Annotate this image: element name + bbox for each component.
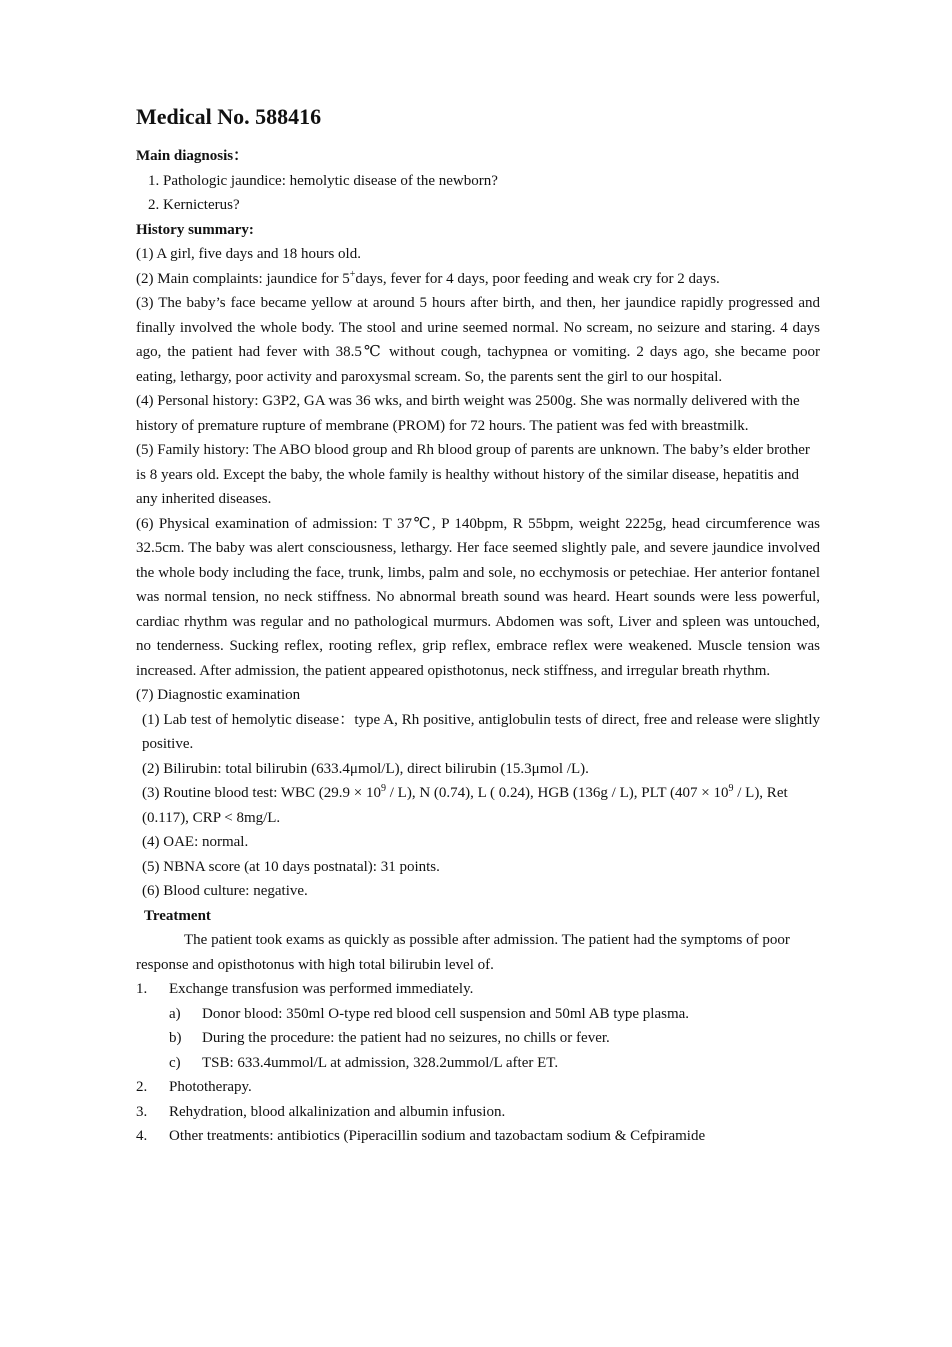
diagnostic-item-lab: (1) Lab test of hemolytic disease：type A, Rh positive, antiglobulin tests of direct, free and release were slightly positive.	[142, 711, 820, 752]
history-item-diagnostic-heading: (7) Diagnostic examination	[136, 687, 301, 703]
treatment-subitem-text: During the procedure: the patient had no seizures, no chills or fever.	[202, 1030, 610, 1046]
treatment-item	[136, 1100, 820, 1125]
diagnostic-item-bilirubin: (2) Bilirubin: total bilirubin (633.4μmol/L), direct bilirubin (15.3μmol /L).	[142, 760, 589, 777]
blood-test-text-c: / L), Ret (0.117), CRP < 8mg/L.	[142, 785, 788, 826]
diagnostic-item-oae: (4) OAE: normal.	[142, 834, 249, 850]
treatment-item-text: Other treatments: antibiotics (Piperacillin sodium and tazobactam sodium & Cefpiramide	[169, 1128, 706, 1144]
page-title: Medical No. 588416	[136, 104, 322, 129]
treatment-item-text: Phototherapy.	[169, 1079, 252, 1095]
blood-test-superscript: 9	[728, 783, 734, 794]
history-summary-heading: History summary:	[136, 221, 254, 238]
history-item-physical-exam: (6) Physical examination of admission: T 37℃, P 140bpm, R 55bpm, weight 2225g, head circumference was 32.5cm. The baby was alert consciousness, lethargy. Her face seemed slightly pale, and severe jaundice involved the whole body including the face, trunk, limbs, palm and sole, no ecchymosis or petechiae. Her anterior fontanel was normal tension, no neck stiffness. No abnormal breath sound was heard. Heart sounds were less powerful, cardiac rhythm was regular and no pathological murmurs. Abdomen was soft, Liver and spleen was untouched, no tenderness. Sucking reflex, rooting reflex, grip reflex, embrace reflex were weakened. Muscle tension was increased. After admission, the patient appeared opisthotonus, neck stiffness, and irregular breath rhythm.	[136, 515, 820, 679]
main-diagnosis-heading: Main diagnosis：	[136, 148, 249, 164]
complaints-text-a: (2) Main complaints: jaundice for 5	[136, 270, 350, 287]
treatment-subitem-text: Donor blood: 350ml O-type red blood cell suspension and 50ml AB type plasma.	[202, 1005, 690, 1022]
history-item-present-illness: (3) The baby’s face became yellow at around 5 hours after birth, and then, her jaundice rapidly progressed and finally involved the whole body. The stool and urine seemed normal. No scream, no seizure and staring. 4 days ago, the patient had fever with 38.5℃ without cough, tachypnea or vomiting. 2 days ago, she became poor eating, lethargy, poor activity and paroxysmal scream. So, the parents sent the girl to our hospital.	[136, 295, 820, 385]
treatment-subitem-text: TSB: 633.4ummol/L at admission, 328.2ummol/L after ET.	[202, 1054, 559, 1071]
treatment-item	[136, 977, 820, 1002]
diagnosis-item: 2. Kernicterus?	[148, 197, 240, 213]
diagnostic-item-blood-test	[136, 781, 820, 830]
diagnosis-item: 1. Pathologic jaundice: hemolytic disease of the newborn?	[148, 172, 498, 189]
treatment-item-number: 2.	[136, 1079, 148, 1095]
history-item-age: (1) A girl, five days and 18 hours old.	[136, 246, 361, 262]
treatment-subitem	[136, 1002, 820, 1027]
blood-test-text-a: (3) Routine blood test: WBC (29.9 × 10	[142, 785, 382, 801]
complaints-superscript: +	[349, 268, 356, 280]
treatment-intro: The patient took exams as quickly as possible after admission. The patient had the symptoms of poor response and opisthotonus with high total bilirubin level of.	[136, 932, 790, 973]
treatment-item	[136, 1075, 820, 1100]
treatment-item-number: 1.	[136, 981, 148, 997]
treatment-item-number: 3.	[136, 1103, 148, 1120]
history-item-personal: (4) Personal history: G3P2, GA was 36 wks, and birth weight was 2500g. She was normally delivered with the history of premature rupture of membrane (PROM) for 72 hours. The patient was fed with breastmilk.	[136, 393, 800, 434]
complaints-text-b: days, fever for 4 days, poor feeding and weak cry for 2 days.	[355, 270, 720, 287]
treatment-item-text: Rehydration, blood alkalinization and albumin infusion.	[169, 1103, 506, 1120]
blood-test-superscript: 9	[381, 783, 387, 794]
history-item-family: (5) Family history: The ABO blood group and Rh blood group of parents are unknown. The baby’s elder brother is 8 years old. Except the baby, the whole family is healthy without history of the similar disease, hepatitis and any inherited diseases.	[136, 442, 810, 507]
document-page	[136, 100, 820, 1149]
treatment-subitem	[136, 1051, 820, 1076]
diagnostic-item-nbna: (5) NBNA score (at 10 days postnatal): 31 points.	[142, 858, 440, 875]
diagnostic-item-culture: (6) Blood culture: negative.	[142, 883, 308, 899]
treatment-heading: Treatment	[144, 907, 211, 924]
treatment-subitem-letter: c)	[169, 1054, 181, 1071]
history-item-complaints	[136, 267, 820, 292]
treatment-subitem	[136, 1026, 820, 1051]
treatment-item	[136, 1124, 820, 1149]
treatment-item-text: Exchange transfusion was performed immediately.	[169, 981, 474, 997]
blood-test-text-b: / L), N (0.74), L ( 0.24), HGB (136g / L), PLT (407 × 10	[386, 785, 729, 801]
treatment-subitem-letter: a)	[169, 1005, 181, 1022]
treatment-item-number: 4.	[136, 1128, 148, 1144]
treatment-subitem-letter: b)	[169, 1030, 182, 1046]
